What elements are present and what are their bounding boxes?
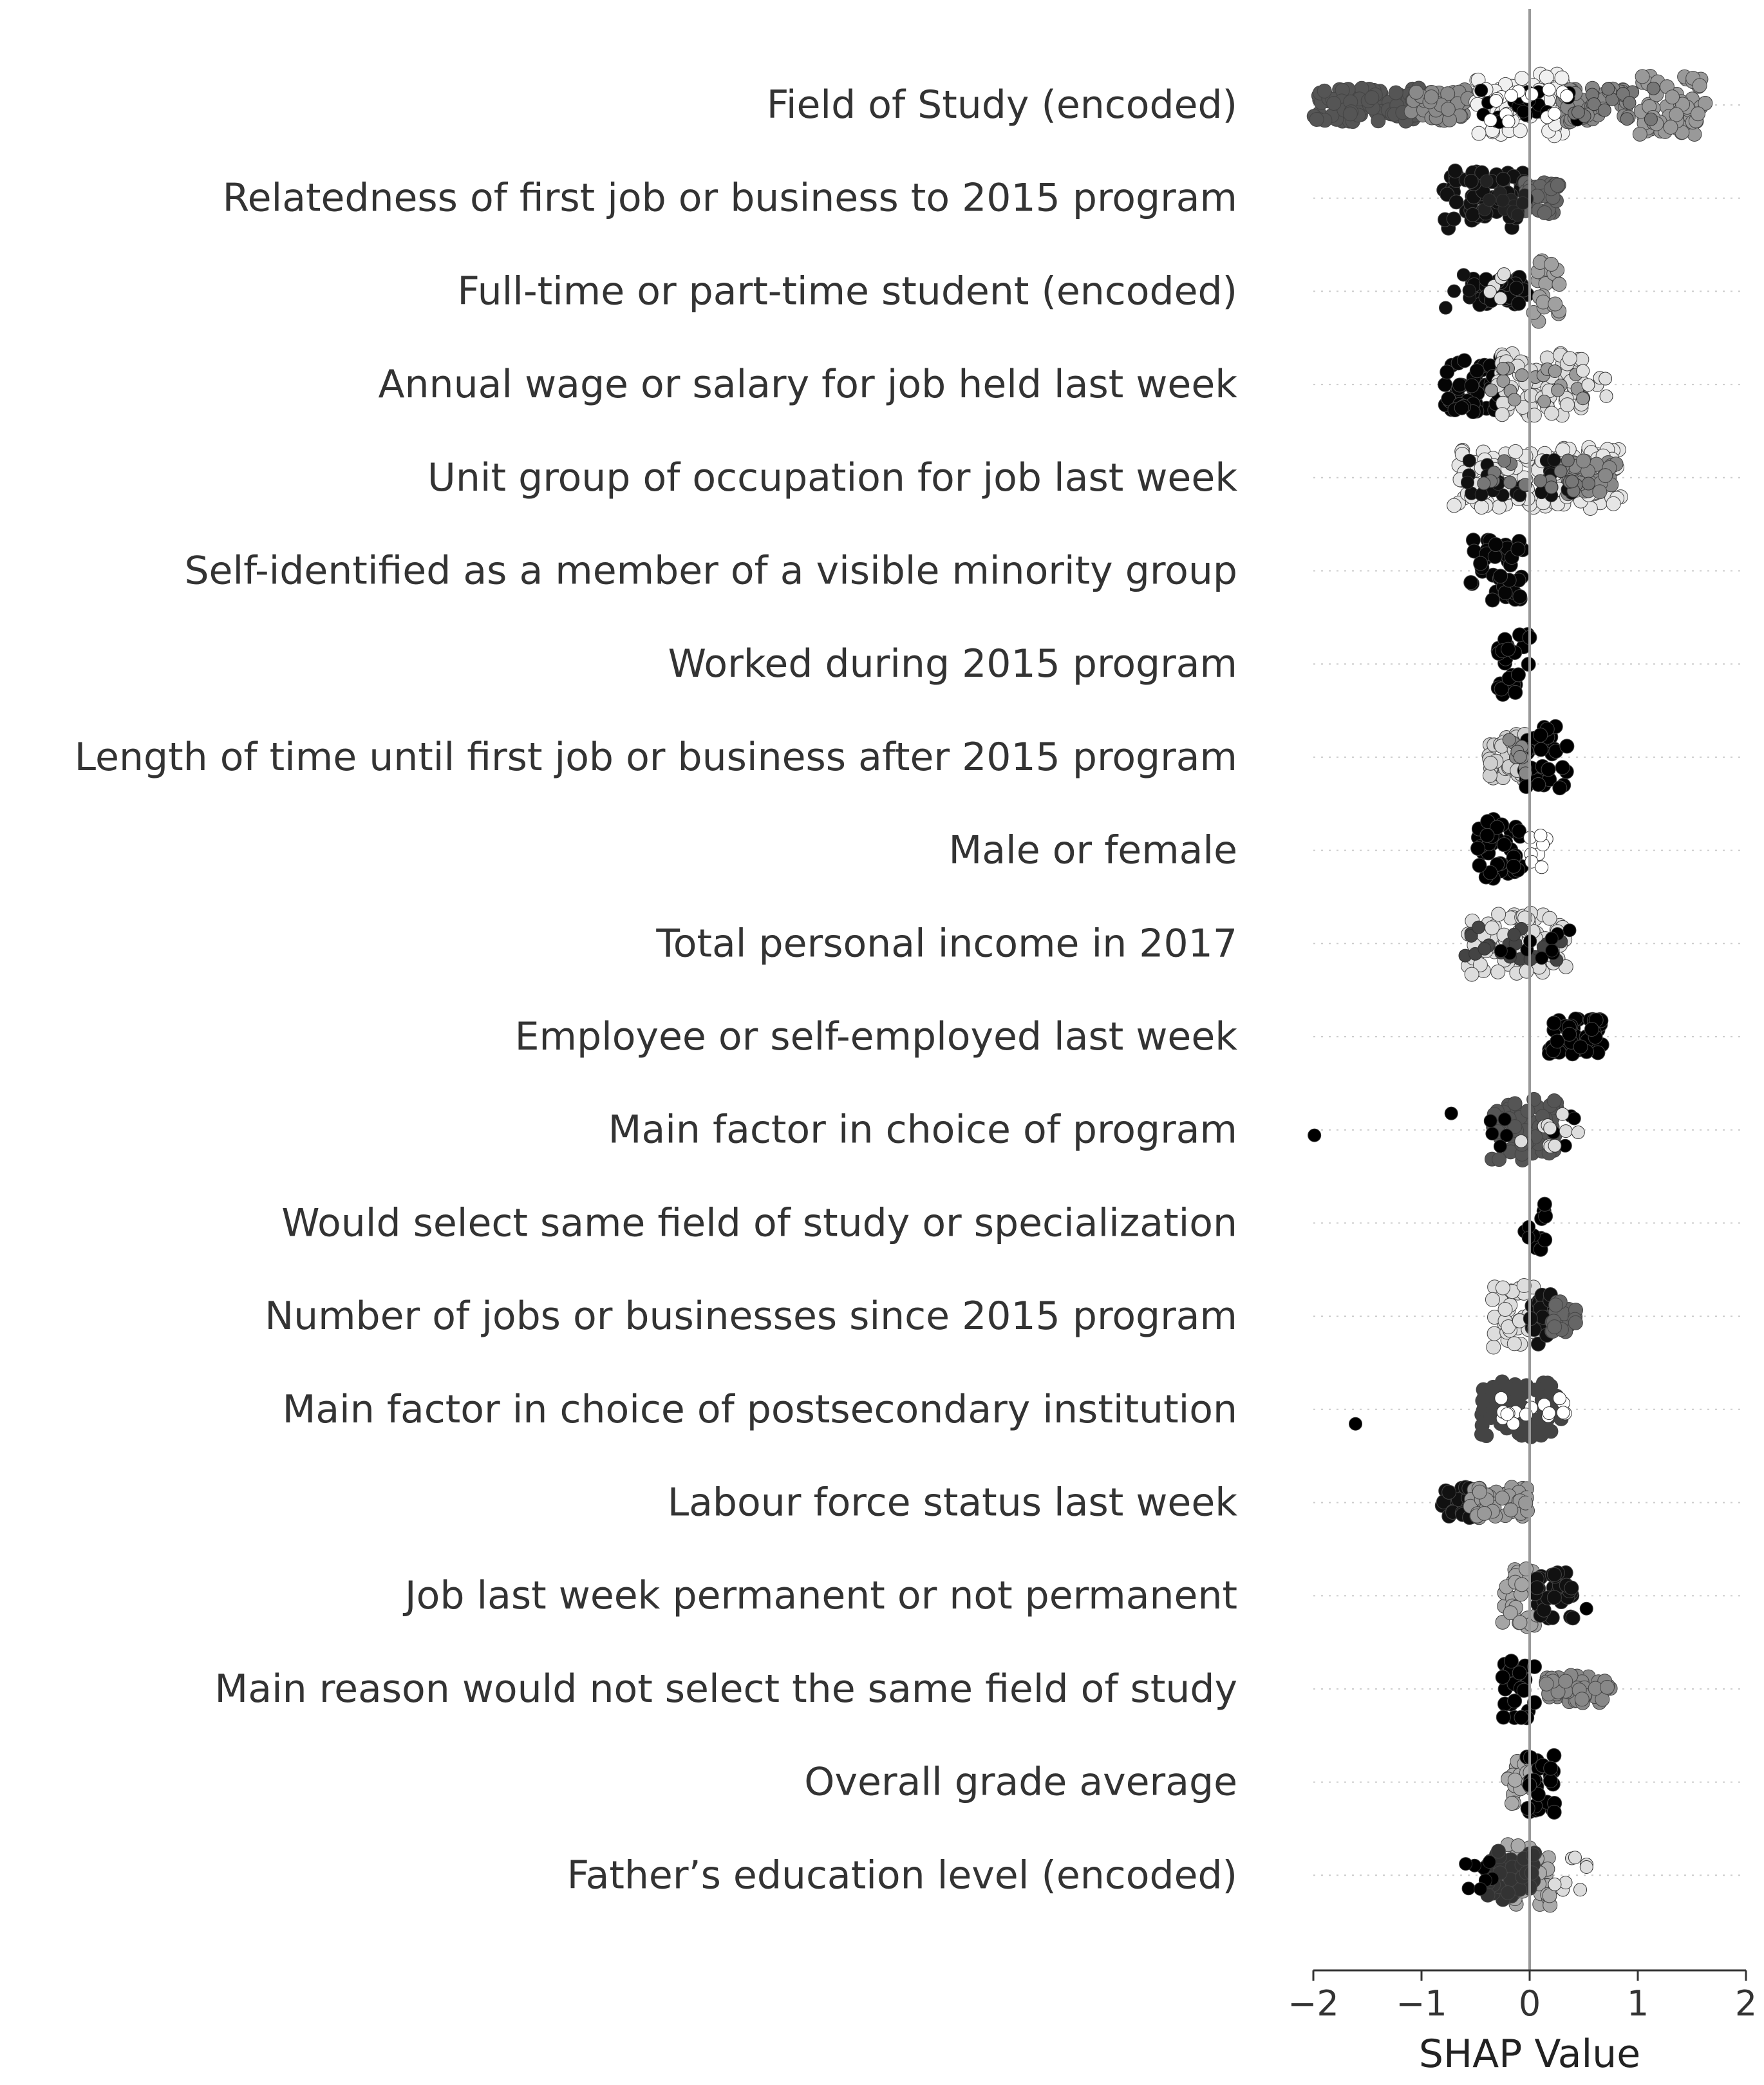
shap-point [1504, 476, 1517, 489]
shap-point [1503, 733, 1515, 746]
shap-point [1516, 196, 1529, 209]
shap-point [1485, 384, 1497, 397]
shap-point [1461, 476, 1474, 489]
feature-row-points [1496, 1654, 1617, 1725]
shap-point [1548, 1320, 1562, 1334]
feature-label: Overall grade average [804, 1759, 1237, 1805]
shap-point [1442, 1485, 1456, 1499]
shap-point [1580, 1860, 1593, 1873]
shap-point [1445, 1107, 1458, 1120]
shap-point [1514, 750, 1526, 763]
shap-point [1512, 1666, 1526, 1680]
shap-point [1548, 365, 1561, 378]
shap-point [1490, 95, 1503, 108]
feature-label: Main factor in choice of program [608, 1107, 1237, 1153]
shap-point [1513, 1616, 1527, 1630]
shap-point [1494, 292, 1507, 305]
shap-point [1492, 1153, 1506, 1167]
shap-point [1498, 1113, 1511, 1126]
shap-point [1494, 1140, 1506, 1153]
shap-point [1447, 212, 1461, 226]
shap-point [1580, 1602, 1593, 1615]
shap-point [1514, 1710, 1528, 1724]
shap-point [1574, 1883, 1587, 1896]
shap-point [1538, 395, 1551, 408]
shap-point [1566, 1611, 1580, 1625]
shap-point [1471, 841, 1485, 855]
shap-point [1511, 668, 1525, 682]
shap-point [1552, 278, 1566, 292]
shap-point [1462, 1882, 1475, 1895]
feature-labels [75, 82, 1238, 1898]
shap-point [1547, 1748, 1561, 1762]
shap-point [1448, 285, 1461, 297]
shap-point [1474, 1883, 1487, 1896]
shap-point [1491, 965, 1505, 979]
shap-point [1515, 1135, 1528, 1147]
shap-point [1577, 392, 1590, 405]
shap-point [1485, 1292, 1499, 1307]
shap-point [1494, 945, 1507, 958]
feature-row-points [1447, 440, 1628, 515]
shap-point [1549, 1298, 1563, 1312]
shap-point [1483, 1855, 1496, 1868]
shap-point [1472, 921, 1485, 934]
shap-point [1544, 406, 1559, 420]
shap-point [1552, 384, 1564, 397]
shap-point [1691, 107, 1705, 121]
shap-point [1539, 1677, 1553, 1691]
shap-point [1562, 352, 1577, 366]
shap-point [1508, 1097, 1522, 1111]
shap-point [1474, 556, 1488, 571]
shap-point [1491, 1844, 1505, 1858]
data-points [1307, 67, 1712, 1912]
shap-point [1464, 576, 1478, 590]
shap-point [1492, 907, 1506, 921]
shap-point [1484, 1410, 1498, 1424]
feature-label: Job last week permanent or not permanent [404, 1573, 1237, 1619]
shap-point [1317, 84, 1331, 98]
shap-point [1484, 114, 1497, 127]
shap-point [1548, 1878, 1561, 1891]
shap-point [1470, 364, 1484, 378]
shap-point [1507, 1337, 1521, 1351]
shap-point [1496, 172, 1510, 186]
shap-point [1543, 83, 1555, 96]
shap-point [1599, 469, 1613, 483]
shap-point [1501, 1885, 1515, 1900]
shap-point [1519, 964, 1534, 978]
shap-point [1343, 107, 1357, 121]
shap-point [1534, 475, 1547, 487]
shap-point [1448, 164, 1462, 178]
feature-label: Self-identified as a member of a visible minority group [184, 548, 1237, 594]
shap-point [1541, 762, 1555, 777]
shap-point [1502, 115, 1515, 128]
shap-point [1582, 379, 1595, 392]
feature-label: Male or female [948, 827, 1237, 873]
feature-row-points [1459, 906, 1576, 981]
shap-point [1541, 1376, 1555, 1390]
shap-point [1497, 838, 1511, 852]
feature-row-points [1485, 1279, 1582, 1355]
feature-row-points [1496, 1562, 1593, 1634]
shap-point [1465, 967, 1479, 981]
shap-point [1559, 1674, 1573, 1688]
shap-point [1409, 85, 1423, 99]
shap-point [1389, 86, 1403, 100]
shap-point [1478, 1506, 1492, 1520]
shap-point [1620, 113, 1633, 126]
shap-point [1623, 97, 1636, 109]
shap-point [1547, 1590, 1561, 1605]
shap-point [1561, 454, 1574, 467]
x-tick-label: 0 [1518, 1983, 1541, 2024]
shap-point [1534, 742, 1548, 757]
shap-point [1498, 455, 1511, 467]
shap-point [1555, 760, 1570, 775]
feature-row-points [1482, 719, 1574, 795]
shap-point [1687, 127, 1702, 141]
shap-point [1530, 1581, 1544, 1595]
shap-point [1547, 1094, 1561, 1108]
shap-point [1548, 1139, 1561, 1152]
shap-point [1600, 1680, 1614, 1694]
shap-point [1593, 485, 1607, 499]
shap-point [1505, 89, 1517, 102]
shap-point [1550, 178, 1564, 193]
shap-point [1449, 195, 1463, 209]
shap-point [1525, 1866, 1539, 1880]
shap-point [1508, 685, 1523, 699]
shap-point [1496, 1710, 1510, 1724]
shap-point [1483, 194, 1496, 207]
shap-point [1575, 1692, 1589, 1706]
shap-point [1501, 1408, 1514, 1420]
feature-row-points [1501, 1748, 1562, 1819]
shap-point [1485, 593, 1499, 607]
shap-point [1534, 829, 1547, 842]
shap-point [1496, 194, 1509, 207]
shap-point [1534, 728, 1548, 742]
shap-point [1447, 498, 1461, 513]
shap-point [1568, 1112, 1581, 1125]
shap-point [1547, 1016, 1561, 1030]
shap-point [1454, 401, 1468, 415]
shap-point [1521, 1104, 1535, 1118]
feature-label: Length of time until first job or business after 2015 program [74, 734, 1237, 780]
shap-point [1561, 90, 1573, 102]
shap-point [1582, 477, 1595, 490]
shap-point [1498, 586, 1512, 600]
shap-point [1508, 928, 1521, 941]
feature-label: Employee or self-employed last week [514, 1014, 1237, 1059]
shap-point [1472, 126, 1486, 140]
feature-label: Main factor in choice of postsecondary institution [282, 1386, 1237, 1432]
feature-label: Would select same field of study or specialization [281, 1200, 1237, 1246]
shap-point [1534, 1428, 1548, 1442]
shap-point [1484, 1115, 1497, 1127]
shap-point [1519, 1562, 1534, 1576]
shap-point [1513, 589, 1527, 603]
shap-point [1521, 1801, 1535, 1815]
shap-point [1547, 1567, 1561, 1581]
shap-point [1480, 828, 1494, 842]
shap-point [1365, 91, 1379, 105]
shap-point [1508, 1773, 1522, 1787]
shap-point [1553, 781, 1567, 795]
shap-point [1598, 104, 1611, 117]
shap-point [1504, 1654, 1518, 1668]
shap-point [1465, 379, 1479, 393]
shap-point [1483, 756, 1497, 770]
shap-point [1564, 1581, 1579, 1595]
shap-point [1693, 79, 1707, 93]
shap-point [1647, 82, 1660, 95]
shap-point [1544, 1122, 1557, 1135]
shap-point [1495, 1392, 1508, 1404]
shap-point [1457, 269, 1470, 281]
shap-point [1532, 777, 1546, 791]
shap-point [1547, 1805, 1561, 1819]
feature-row-points [1471, 813, 1553, 885]
shap-point [1577, 364, 1590, 377]
shap-point [1480, 175, 1493, 187]
shap-point [1545, 932, 1558, 945]
shap-point [1309, 112, 1324, 126]
shap-point [1572, 1126, 1584, 1139]
shap-point [1485, 921, 1499, 935]
feature-row-points [1464, 533, 1530, 607]
shap-point [1349, 1417, 1362, 1430]
feature-label: Unit group of occupation for job last week [427, 455, 1237, 500]
shap-point [1548, 107, 1561, 120]
shap-point [1472, 858, 1487, 873]
shap-point [1486, 1127, 1499, 1140]
shap-point [1475, 488, 1488, 501]
shap-point [1665, 90, 1680, 104]
feature-label: Labour force status last week [667, 1480, 1237, 1525]
shap-point [1438, 377, 1452, 392]
shap-point [1556, 1108, 1569, 1120]
shap-point [1559, 1125, 1572, 1138]
shap-point [1464, 175, 1478, 189]
feature-row-points [1543, 1012, 1609, 1061]
shap-point [1495, 1491, 1509, 1505]
shap-point [1562, 1027, 1577, 1041]
shap-point [1539, 70, 1553, 84]
shap-point [1537, 206, 1552, 220]
shap-point [1463, 454, 1476, 467]
shap-point [1308, 1129, 1321, 1142]
x-tick-label: 1 [1626, 1983, 1649, 2024]
shap-point [1543, 1774, 1557, 1788]
shap-point [1476, 1393, 1490, 1408]
shap-point [1478, 477, 1490, 490]
shap-point [1599, 372, 1612, 385]
shap-point [1441, 102, 1455, 117]
shap-point [1496, 1281, 1510, 1295]
feature-label: Total personal income in 2017 [656, 921, 1237, 967]
shap-point [1474, 1427, 1488, 1441]
feature-row-points [1307, 67, 1712, 143]
shap-point [1466, 207, 1480, 222]
shap-point [1495, 408, 1509, 422]
shap-point [1669, 108, 1684, 122]
shap-point [1424, 90, 1438, 104]
feature-row-points [1438, 346, 1613, 422]
shap-point [1472, 1485, 1487, 1499]
feature-label: Worked during 2015 program [668, 641, 1237, 687]
shap-point [1566, 475, 1579, 488]
feature-label: Father’s education level (encoded) [567, 1853, 1237, 1898]
shap-point [1548, 297, 1562, 311]
shap-point [1498, 1302, 1512, 1316]
shap-point [1504, 1503, 1518, 1517]
shap-point [1545, 481, 1558, 494]
x-axis [1288, 1970, 1757, 2024]
feature-row-points [1437, 164, 1566, 236]
shap-point [1584, 1023, 1599, 1037]
shap-point [1515, 369, 1528, 382]
shap-point [1492, 500, 1506, 514]
shap-point [1463, 284, 1476, 297]
shap-point [1512, 296, 1526, 310]
shap-point [1519, 1379, 1534, 1393]
shap-point [1458, 354, 1472, 368]
shap-point [1501, 642, 1515, 656]
shap-point [1633, 127, 1647, 141]
shap-point [1576, 454, 1590, 468]
feature-label: Field of Study (encoded) [766, 82, 1237, 127]
shap-point [1544, 1761, 1558, 1775]
feature-label: Number of jobs or businesses since 2015 program [265, 1294, 1237, 1339]
shap-point [1515, 71, 1529, 86]
shap-point [1487, 1326, 1501, 1341]
shap-point [1505, 1797, 1519, 1811]
shap-point [1519, 780, 1534, 794]
shap-point [1496, 1670, 1510, 1684]
shap-point [1515, 1578, 1529, 1592]
shap-point [1506, 859, 1521, 873]
shap-point [1606, 496, 1620, 511]
shap-point [1568, 1851, 1581, 1864]
x-tick-label: 2 [1734, 1983, 1758, 2024]
shap-point [1487, 1340, 1501, 1354]
shap-point [1600, 390, 1613, 402]
shap-point [1459, 1858, 1472, 1871]
feature-row-points [1440, 254, 1566, 328]
shap-point [1563, 924, 1576, 937]
feature-row-points [1459, 1838, 1593, 1912]
shap-point [1497, 362, 1510, 375]
shap-point [1544, 257, 1559, 271]
shap-point [1537, 1197, 1552, 1211]
shap-point [1568, 1316, 1582, 1330]
shap-point [1635, 70, 1649, 84]
shap-point [1475, 84, 1488, 97]
shap-point [1511, 209, 1524, 222]
shap-point [1543, 1407, 1555, 1420]
shap-point [1572, 106, 1584, 118]
shap-point [1664, 120, 1678, 135]
x-tick-label: −1 [1396, 1983, 1447, 2024]
shap-point [1440, 365, 1454, 379]
shap-point [1543, 911, 1557, 925]
shap-point [1602, 82, 1615, 95]
shap-point [1554, 465, 1567, 478]
shap-point [1510, 281, 1524, 296]
shap-point [1508, 393, 1521, 406]
shap-point [1525, 88, 1538, 100]
shap-point [1508, 444, 1523, 458]
shap-point [1478, 942, 1491, 955]
shap-point [1371, 114, 1385, 128]
shap-point [1550, 1034, 1564, 1048]
feature-label: Main reason would not select the same field of study [214, 1666, 1237, 1712]
shap-point [1327, 96, 1341, 110]
shap-point [1561, 398, 1575, 412]
feature-row-points [1435, 1480, 1534, 1525]
shap-point [1511, 542, 1525, 556]
shap-point [1546, 944, 1559, 957]
shap-point [1555, 71, 1569, 85]
shap-point [1474, 500, 1488, 514]
shap-point [1548, 453, 1561, 466]
shap-point [1488, 538, 1503, 552]
shap-point [1560, 739, 1574, 753]
shap-point [1553, 1392, 1566, 1405]
shap-point [1535, 861, 1548, 874]
shap-point [1557, 1406, 1570, 1419]
shap-point [1573, 1040, 1588, 1054]
feature-label: Annual wage or salary for job held last week [378, 362, 1237, 408]
feature-row-points [1518, 1197, 1553, 1256]
x-axis-title: SHAP Value [1418, 2032, 1641, 2077]
shap-point [1494, 569, 1508, 583]
shap-point [1497, 268, 1510, 281]
shap-point [1440, 301, 1452, 314]
feature-label: Relatedness of first job or business to 2015 program [222, 175, 1237, 221]
x-tick-label: −2 [1288, 1983, 1339, 2024]
shap-point [1526, 1848, 1540, 1862]
feature-label: Full-time or part-time student (encoded) [457, 269, 1237, 314]
shap-point [1644, 113, 1657, 126]
